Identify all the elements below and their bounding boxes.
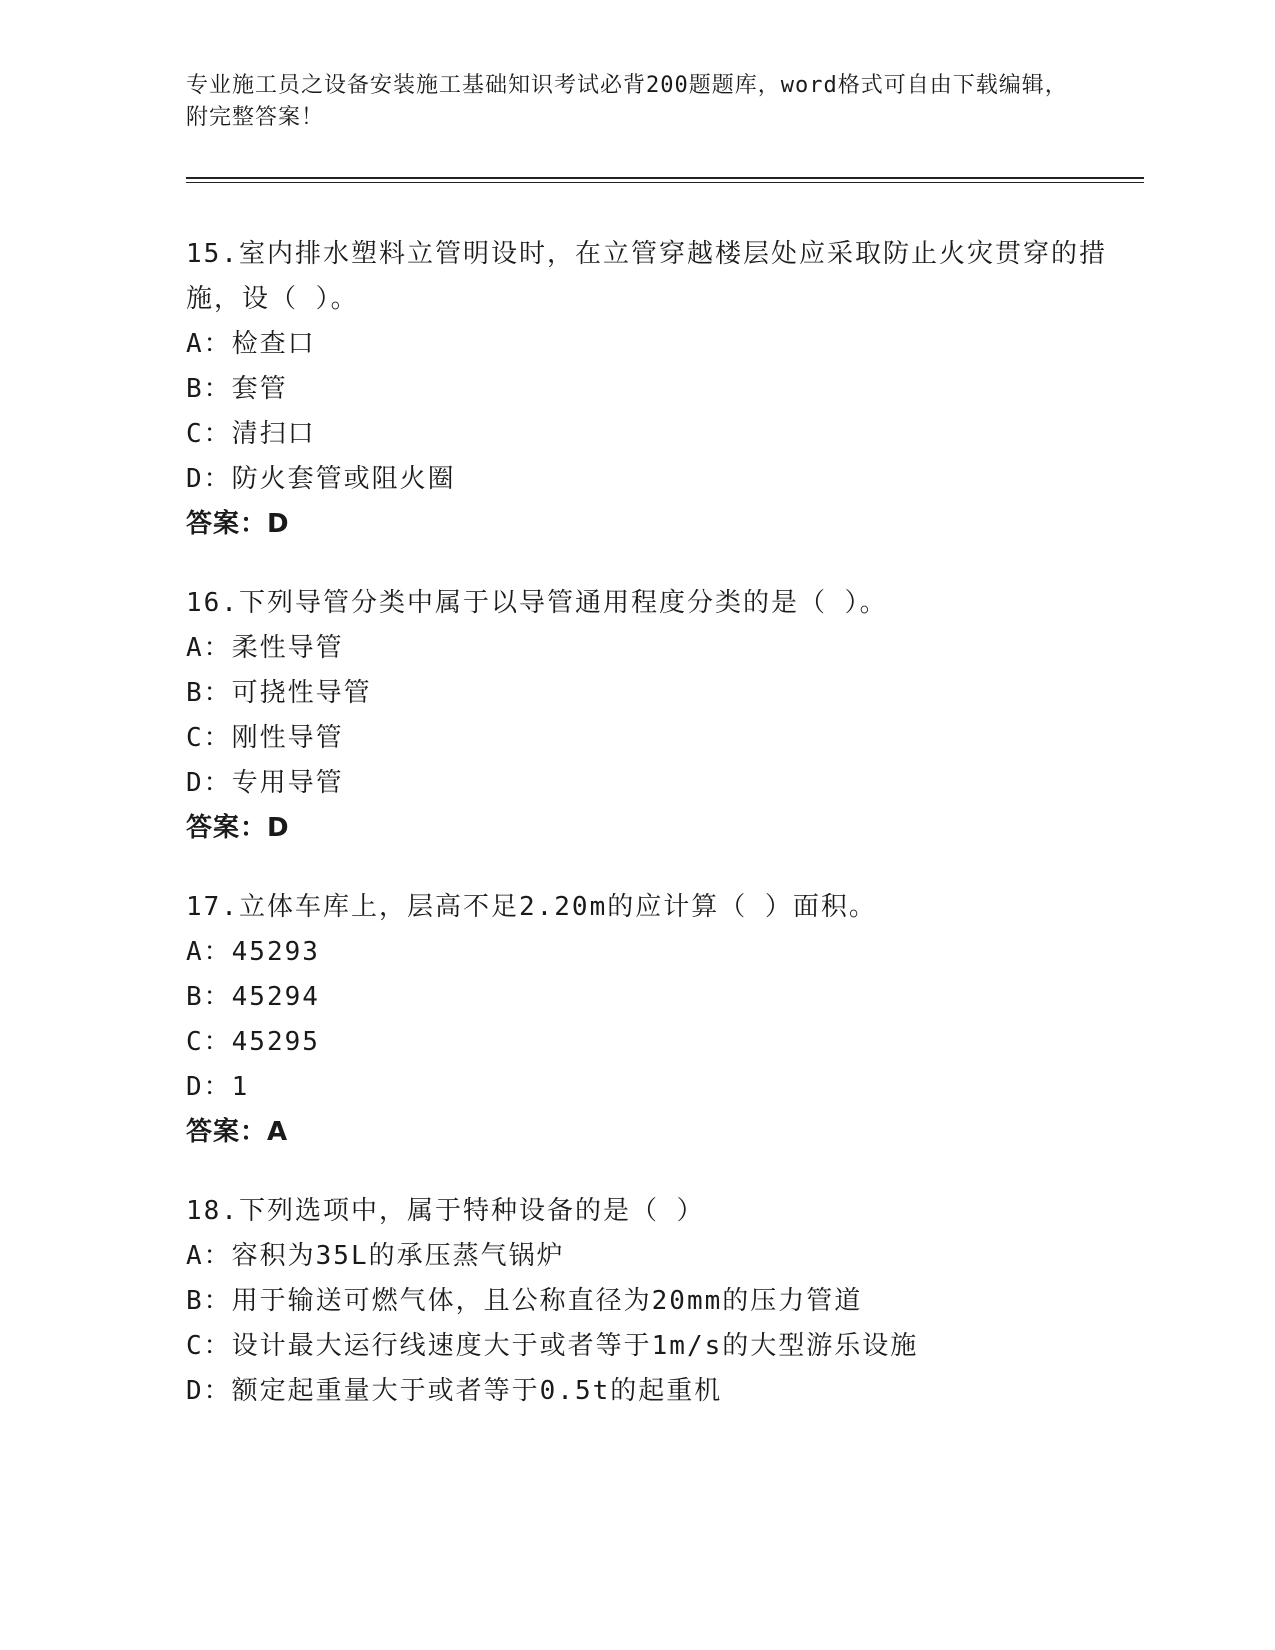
question-stem: 15.室内排水塑料立管明设时，在立管穿越楼层处应采取防止火灾贯穿的措施，设（ ）。 <box>186 239 1107 314</box>
option-c: C：刚性导管 <box>186 723 344 753</box>
question-stem: 17.立体车库上，层高不足2.20m的应计算（ ）面积。 <box>186 892 877 922</box>
question-16 <box>186 581 1126 851</box>
question-17 <box>186 885 1126 1155</box>
question-18 <box>186 1189 1126 1414</box>
option-b: B：用于输送可燃气体，且公称直径为20mm的压力管道 <box>186 1286 863 1316</box>
option-c: C：45295 <box>186 1027 320 1057</box>
option-a: A：容积为35L的承压蒸气锅炉 <box>186 1241 565 1271</box>
option-d: D：防火套管或阻火圈 <box>186 464 456 494</box>
question-15 <box>186 232 1126 547</box>
option-a: A：柔性导管 <box>186 633 344 663</box>
answer-label: 答案：D <box>186 813 290 843</box>
option-b: B：套管 <box>186 374 288 404</box>
option-b: B：可挠性导管 <box>186 678 372 708</box>
question-stem: 18.下列选项中，属于特种设备的是（ ） <box>186 1196 705 1226</box>
option-c: C：设计最大运行线速度大于或者等于1m/s的大型游乐设施 <box>186 1331 919 1361</box>
option-c: C：清扫口 <box>186 419 316 449</box>
option-b: B：45294 <box>186 982 320 1012</box>
answer-label: 答案：D <box>186 509 290 539</box>
option-d: D：专用导管 <box>186 768 344 798</box>
answer-label: 答案：A <box>186 1117 289 1147</box>
question-stem: 16.下列导管分类中属于以导管通用程度分类的是（ ）。 <box>186 588 888 618</box>
document-header: 专业施工员之设备安装施工基础知识考试必背200题题库，word格式可自由下载编辑，附完整答案！ <box>186 73 1068 130</box>
header-divider <box>186 177 1144 179</box>
option-a: A：45293 <box>186 937 320 967</box>
option-d: D：额定起重量大于或者等于0.5t的起重机 <box>186 1376 723 1406</box>
header-divider-thin <box>186 182 1144 183</box>
question-list <box>186 232 1126 1448</box>
option-a: A：检查口 <box>186 329 316 359</box>
option-d: D：1 <box>186 1072 250 1102</box>
